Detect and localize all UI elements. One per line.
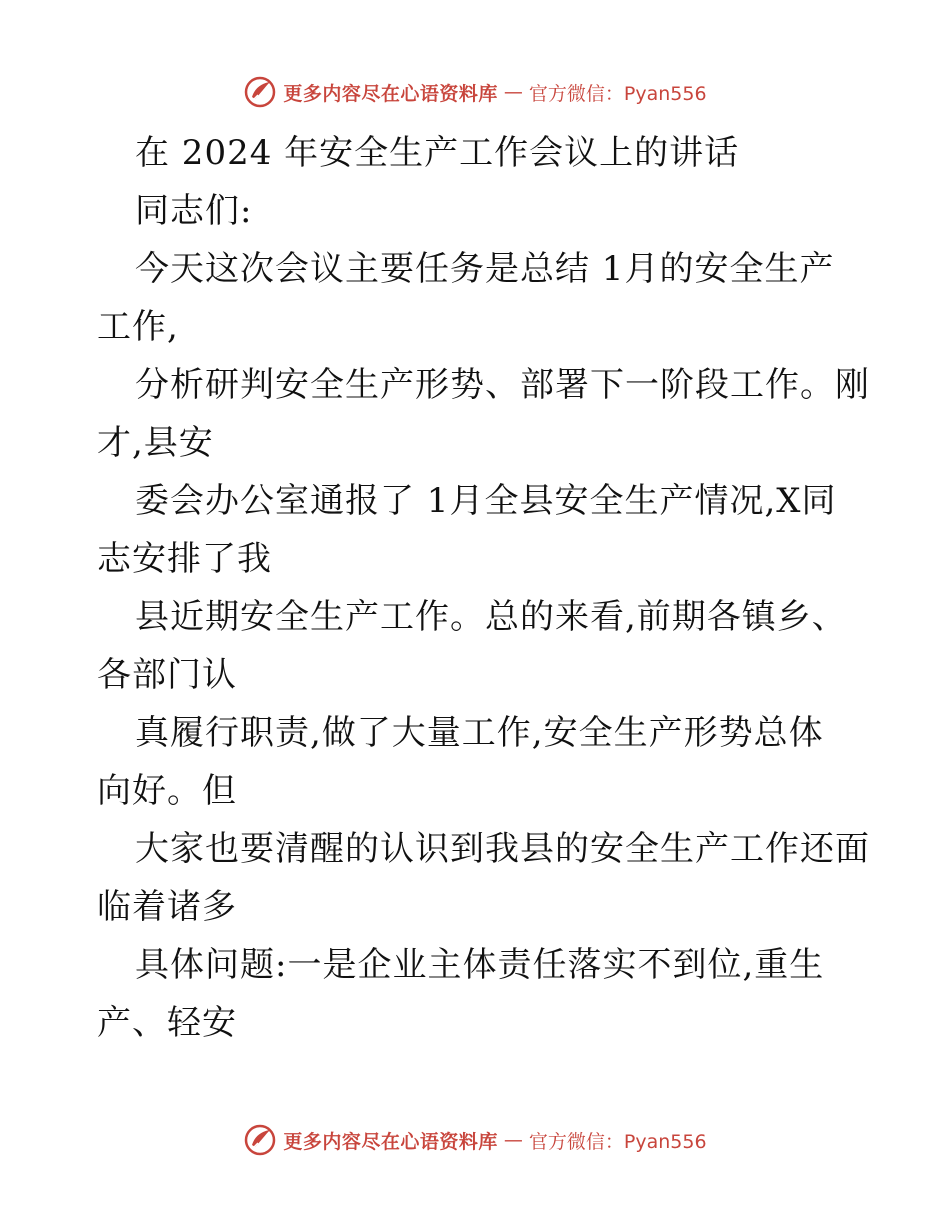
header-watermark [0, 72, 950, 112]
doc-line: 大家也要清醒的认识到我县的安全生产工作还面 [135, 829, 870, 869]
doc-title: 在 2024 年安全生产工作会议上的讲话 [135, 133, 740, 173]
doc-line: 县近期安全生产工作。总的来看,前期各镇乡、 [135, 597, 847, 637]
document-body [97, 124, 870, 1052]
doc-line: 真履行职责,做了大量工作,安全生产形势总体 [135, 713, 824, 753]
doc-line: 产、轻安 [97, 1003, 237, 1043]
doc-line: 分析研判安全生产形势、部署下一阶段工作。刚 [135, 365, 870, 405]
brand-logo-icon [243, 1123, 277, 1157]
doc-line: 委会办公室通报了 1月全县安全生产情况,X同 [135, 481, 837, 521]
doc-line: 临着诸多 [97, 887, 237, 927]
brand-logo-icon [243, 75, 277, 109]
doc-line: 各部门认 [97, 655, 237, 695]
footer-brand-text: 更多内容尽在心语资料库 [283, 1130, 498, 1153]
doc-salutation: 同志们: [135, 191, 253, 231]
doc-line: 才,县安 [97, 423, 214, 463]
doc-line: 具体问题:一是企业主体责任落实不到位,重生 [135, 945, 825, 985]
doc-line: 工作, [97, 307, 179, 347]
footer-watermark [0, 1120, 950, 1160]
header-separator: — [503, 81, 523, 103]
footer-contact-text: 官方微信：Pyan556 [528, 1130, 707, 1153]
header-contact-text: 官方微信：Pyan556 [528, 82, 707, 105]
footer-separator: — [503, 1129, 523, 1151]
doc-line: 向好。但 [97, 771, 237, 811]
doc-line: 志安排了我 [97, 539, 272, 579]
header-brand-text: 更多内容尽在心语资料库 [283, 82, 498, 105]
doc-line: 今天这次会议主要任务是总结 1月的安全生产 [135, 249, 835, 289]
